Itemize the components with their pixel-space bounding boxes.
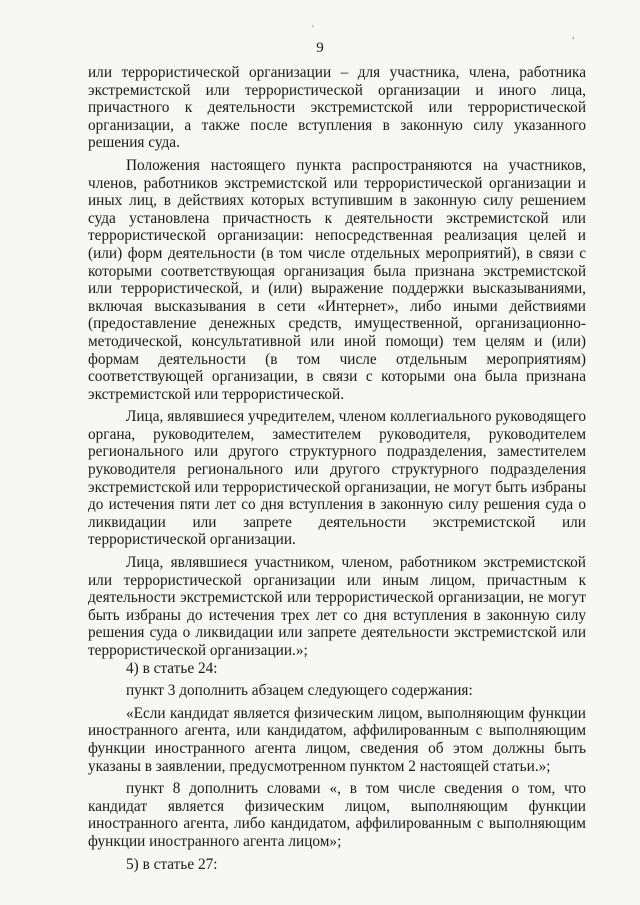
paragraph: «Если кандидат является физическим лицом, выполняющим функции иностранного агента, или кандидатом, аффилированным с выполняющим функции иностранного агента лицом, сведения об этом должны быть указаны в заявлении, предусмотренном пунктом 2 настоящей статьи.»;: [88, 704, 586, 775]
scan-speck: ′: [312, 24, 315, 35]
paragraph: Лица, являвшиеся учредителем, членом коллегиального руководящего органа, руководителем, заместителем руководителя, руководителем регионального или другого структурного подразделения, заместителем руководителя регионального или другого структурного подразделения экстремистской или террористической организации, не могут быть избраны до истечения пяти лет со дня вступления в законную силу решения суда о ликвидации или запрете деятельности экстремистской или террористической организации.: [88, 408, 586, 549]
document-body: [88, 64, 586, 873]
paragraph: Лица, являвшиеся участником, членом, работником экстремистской или террористической организации или иным лицом, причастным к деятельности экстремистской или террористической организации, не могут быть избраны до истечения трех лет со дня вступления в законную силу решения суда о ликвидации или запрете деятельности экстремистской или террористической организации.»;: [88, 554, 586, 659]
paragraph: 5) в статье 27:: [126, 855, 218, 873]
page-number: 9: [316, 40, 324, 56]
paragraph: или террористической организации – для участника, члена, работника экстремистской или террористической организации и иного лица, причастного к деятельности экстремистской или террористической организации, а также после вступления в законную силу указанного решения суда.: [88, 64, 586, 152]
paragraph: 4) в статье 24:: [126, 659, 218, 677]
paragraph: пункт 3 дополнить абзацем следующего содержания:: [126, 682, 473, 700]
paragraph: пункт 8 дополнить словами «, в том числе сведения о том, что кандидат является физическим лицом, выполняющим функции иностранного агента, либо кандидатом, аффилированным с выполняющим функции иностранного агента лицом»;: [88, 780, 586, 850]
scan-speck: ,: [572, 30, 575, 41]
paragraph: Положения настоящего пункта распространяются на участников, членов, работников экстремистской или террористической организации и иных лиц, в действиях которых вступившим в законную силу решением суда установлена причастность к деятельности экстремистской или террористической организации: непосредственная реализация целей и (или) форм деятельности (в том числе отдельных мероприятий), в связи с которыми соответствующая организация была признана экстремистской или террористической, и (или) выражение поддержки высказываниями, включая высказывания в сети «Интернет», либо иными действиями (предоставление денежных средств, имущественной, организационно-методической, консультативной или иной помощи) тем целям и (или) формам деятельности (в том числе отдельным мероприятиям) соответствующей организации, в связи с которыми она была признана экстремистской или террористической.: [88, 156, 586, 403]
